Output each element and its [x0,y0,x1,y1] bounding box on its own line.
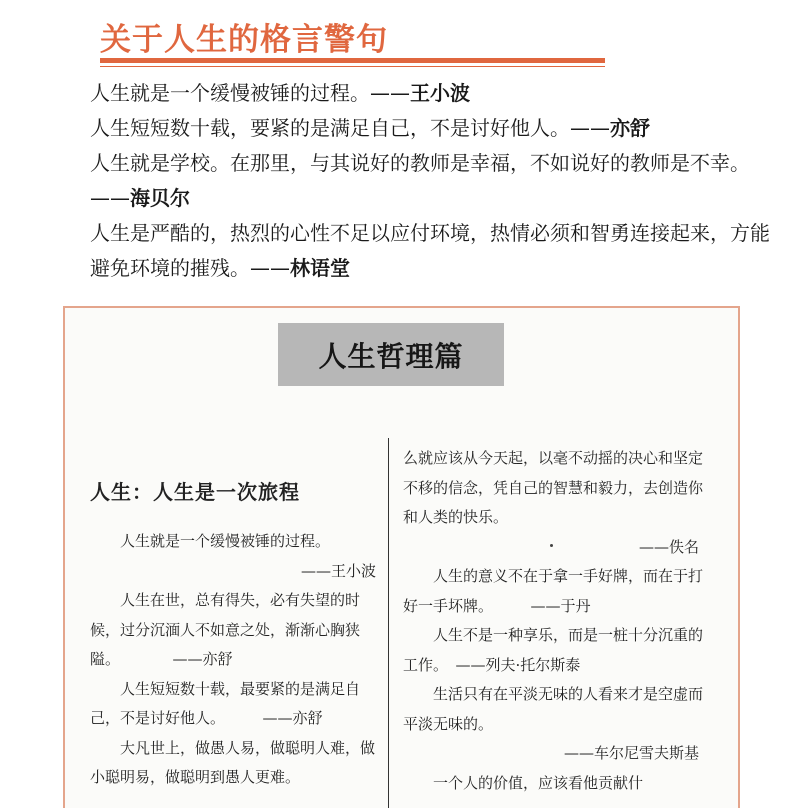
quote-list [90,76,770,286]
quote-text: 人生是严酷的，热烈的心性不足以应付环境，热情必须和智勇连接起来，方能避免环境的摧残。—— [90,221,770,280]
column-divider [388,438,389,808]
left-column [90,476,380,793]
book-paragraph: 人生短短数十载，最要紧的是满足自己，不是讨好他人。 ——亦舒 [90,679,361,727]
quote-text: 人生短短数十载，要紧的是满足自己，不是讨好他人。—— [90,116,610,140]
quote-item [90,76,770,111]
quote-item [90,146,770,216]
book-paragraph: 人生的意义不在于拿一手好牌，而在于打好一手坏牌。 ——于丹 [403,567,704,615]
right-column-text [403,444,703,798]
section-title: 人生：人生是一次旅程 [90,480,300,504]
quote-text: 人生就是学校。在那里，与其说好的教师是幸福，不如说好的教师是不幸。—— [90,151,750,210]
book-paragraph: 么就应该从今天起，以毫不动摇的决心和坚定不移的信念，凭自己的智慧和毅力，去创造你和人类的快乐。 [403,449,704,526]
book-attribution: ——车尔尼雪夫斯基 [563,744,699,762]
page-title: 关于人生的格言警句 [100,22,388,58]
book-paragraph: 生活只有在平淡无味的人看来才是空虚而平淡无味的。 [403,685,704,733]
quote-item [90,111,770,146]
book-paragraph: 人生不是一种享乐，而是一桩十分沉重的工作。 ——列夫·托尔斯泰 [403,626,704,674]
speck-mark [550,544,553,547]
book-paragraph: 人生在世，总有得失，必有失望的时候，过分沉湎人不如意之处，渐渐心胸狭隘。 ——亦舒 [90,591,361,668]
book-paragraph: 一个人的价值，应该看他贡献什 [433,773,644,792]
quote-author: 王小波 [410,81,470,105]
quote-author: 海贝尔 [130,186,190,210]
title-underline-thin [100,66,605,67]
chapter-banner: 人生哲理篇 [278,323,504,386]
left-column-text [90,527,380,793]
book-attribution: ——王小波 [300,561,376,580]
title-underline [100,58,605,63]
book-paragraph: 大凡世上，做愚人易，做聪明人难，做小聪明易，做聪明到愚人更难。 [90,738,376,786]
book-attribution: ——佚名 [638,537,699,556]
quote-author: 亦舒 [610,116,650,140]
quote-item [90,216,770,286]
quote-author: 林语堂 [290,256,350,280]
book-excerpt [63,306,740,808]
right-column [403,444,703,798]
book-paragraph: 人生就是一个缓慢被锤的过程。 [120,532,331,550]
quote-text: 人生就是一个缓慢被锤的过程。—— [90,81,410,105]
